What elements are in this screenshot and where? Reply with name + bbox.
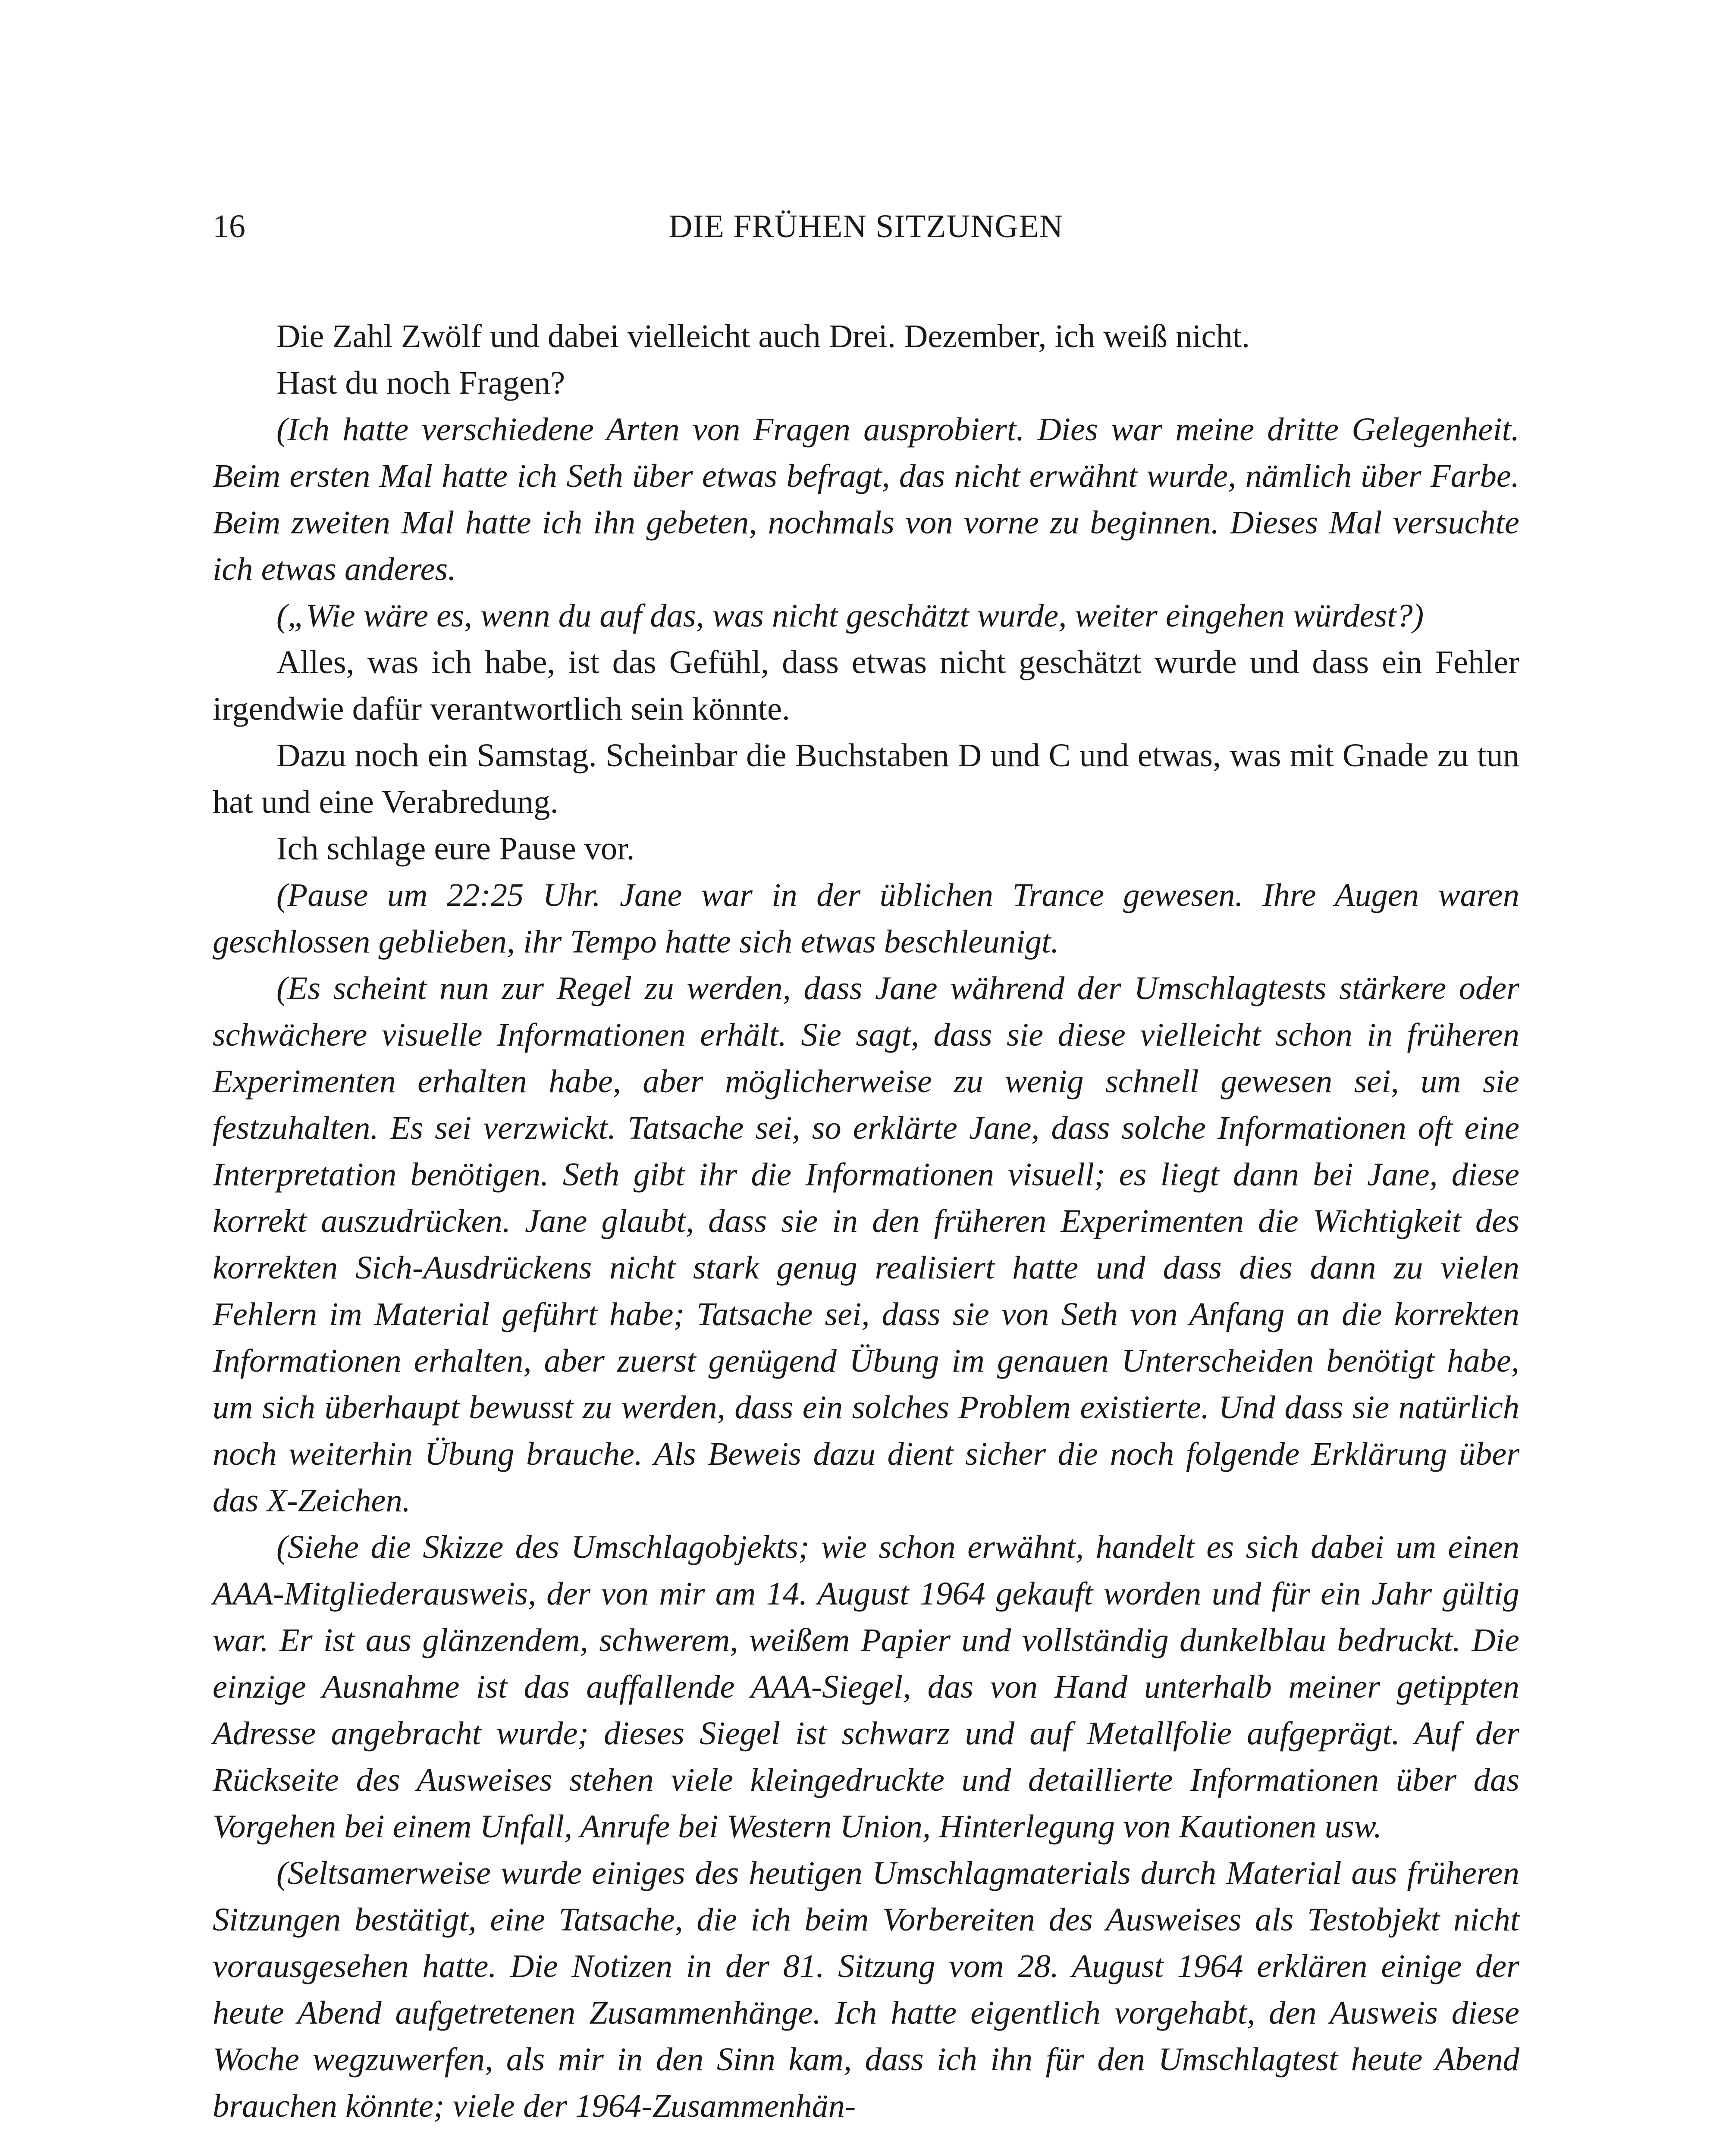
paragraph: Hast du noch Fragen? (276, 364, 565, 401)
paragraph: Ich schlage eure Pause vor. (276, 830, 635, 867)
page-number: 16 (213, 208, 245, 244)
paragraph: (Pause um 22:25 Uhr. Jane war in der üblichen Trance gewesen. Ihre Augen waren geschlossen geblieben, ihr Tempo hatte sich etwas beschleunigt. (213, 877, 1519, 960)
running-head: DIE FRÜHEN SITZUNGEN (668, 208, 1064, 244)
paragraph: (Es scheint nun zur Regel zu werden, dass Jane während der Umschlagtests stärkere oder schwächere visuelle Informationen erhält. Sie sagt, dass sie diese vielleicht schon in früheren Experimenten erhalten habe, aber möglicherweise zu wenig schnell gewesen sei, um sie festzuhalten. Es sei verzwickt. Tatsache sei, so erklärte Jane, dass solche Informationen oft eine Interpretation benötigen. Seth gibt ihr die Informationen visuell; es liegt dann bei Jane, diese korrekt auszudrücken. Jane glaubt, dass sie in den früheren Experimenten die Wichtigkeit des korrekten Sich-Ausdrückens nicht stark genug realisiert hatte und dass dies dann zu vielen Fehlern im Material geführt habe; Tatsache sei, dass sie von Seth von Anfang an die korrekten Informationen erhalten, aber zuerst genügend Übung im genauen Unterscheiden benötigt habe, um sich überhaupt bewusst zu werden, dass ein solches Problem existierte. Und dass sie natürlich noch weiterhin Übung brauche. Als Beweis dazu dient sicher die noch folgende Erklärung über das X-Zeichen. (213, 970, 1519, 1519)
paragraph: (Siehe die Skizze des Umschlagobjekts; wie schon erwähnt, handelt es sich dabei um einen AAA-Mitgliederausweis, der von mir am 14. August 1964 gekauft worden und für ein Jahr gültig war. Er ist aus glänzendem, schwerem, weißem Papier und vollständig dunkelblau bedruckt. Die einzige Ausnahme ist das auffallende AAA-Siegel, das von Hand unterhalb meiner getippten Adresse angebracht wurde; dieses Siegel ist schwarz und auf Metallfolie aufgeprägt. Auf der Rückseite des Ausweises stehen viele kleingedruckte und detaillierte Informationen über das Vorgehen bei einem Unfall, Anrufe bei Western Union, Hinterlegung von Kautionen usw. (213, 1529, 1519, 1845)
paragraph: Die Zahl Zwölf und dabei vielleicht auch Drei. Dezember, ich weiß nicht. (276, 318, 1250, 354)
paragraph: („Wie wäre es, wenn du auf das, was nicht geschätzt wurde, weiter eingehen würdest?) (276, 597, 1424, 634)
paragraph: (Seltsamerweise wurde einiges des heutigen Umschlagmaterials durch Material aus früheren Sitzungen bestätigt, eine Tatsache, die ich beim Vorbereiten des Ausweises als Testobjekt nicht vorausgesehen hatte. Die Notizen in der 81. Sitzung vom 28. August 1964 erklären einige der heute Abend aufgetretenen Zusammenhänge. Ich hatte eigentlich vorgehabt, den Ausweis diese Woche wegzuwerfen, als mir in den Sinn kam, dass ich ihn für den Umschlagtest heute Abend brauchen könnte; viele der 1964-Zusammenhän- (213, 1855, 1519, 2124)
page-header (213, 203, 1519, 250)
paragraph: Alles, was ich habe, ist das Gefühl, dass etwas nicht geschätzt wurde und dass ein Fehler irgendwie dafür verantwortlich sein könnte. (213, 644, 1519, 727)
paragraph: (Ich hatte verschiedene Arten von Fragen ausprobiert. Dies war meine dritte Gelegenheit. Beim ersten Mal hatte ich Seth über etwas befragt, das nicht erwähnt wurde, nämlich über Farbe. Beim zweiten Mal hatte ich ihn gebeten, nochmals von vorne zu beginnen. Dieses Mal versuchte ich etwas anderes. (213, 411, 1519, 587)
text-body (213, 313, 1519, 2129)
paragraph: Dazu noch ein Samstag. Scheinbar die Buchstaben D und C und etwas, was mit Gnade zu tun hat und eine Verabredung. (213, 737, 1519, 820)
